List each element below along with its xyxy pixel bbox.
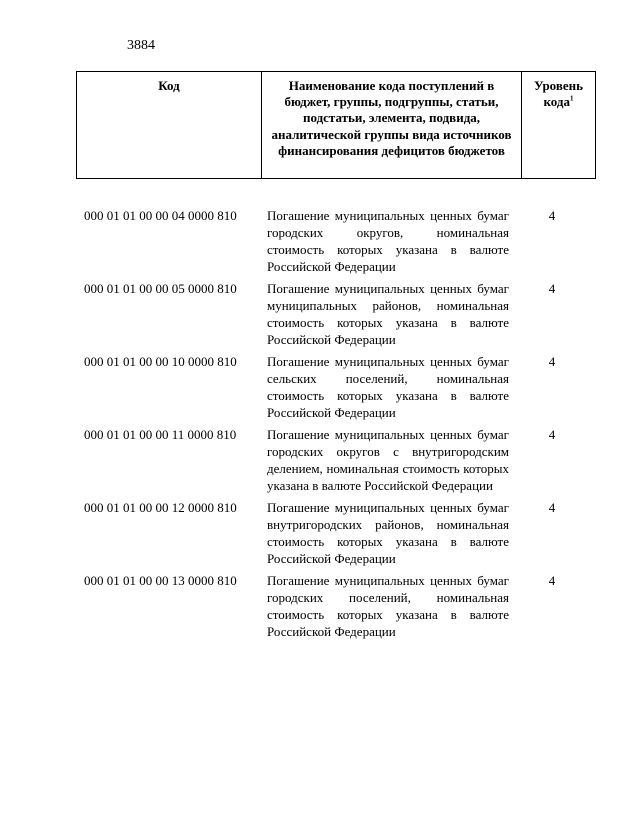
header-name: Наименование кода поступлений в бюджет, группы, подгруппы, статьи, подстатьи, элемента, подвида, аналитической группы вида источников финансирования дефицитов бюджетов xyxy=(262,72,522,179)
row-code: 000 01 01 00 00 04 0000 810 xyxy=(84,208,237,223)
row-level: 4 xyxy=(548,281,556,296)
header-level-label: Уровень кода xyxy=(533,78,584,110)
table-row xyxy=(76,499,595,567)
table-row xyxy=(76,280,595,348)
page-number: 3884 xyxy=(127,38,155,53)
row-level: 4 xyxy=(548,500,556,515)
table-row xyxy=(76,572,595,640)
row-code: 000 01 01 00 00 13 0000 810 xyxy=(84,573,237,588)
header-row xyxy=(77,72,596,179)
row-level: 4 xyxy=(548,208,556,223)
row-code: 000 01 01 00 00 10 0000 810 xyxy=(84,354,237,369)
row-level: 4 xyxy=(548,427,556,442)
table-body xyxy=(76,207,595,645)
row-level: 4 xyxy=(548,354,556,369)
row-name: Погашение муниципальных ценных бумаг городских округов с внутригородским делением, номинальная стоимость которых указана в валюте Российской Федерации xyxy=(267,427,509,493)
header-level xyxy=(522,72,596,179)
header-level-footnote: 1 xyxy=(570,94,574,103)
row-code: 000 01 01 00 00 12 0000 810 xyxy=(84,500,237,515)
row-name: Погашение муниципальных ценных бумаг городских округов, номинальная стоимость которых указана в валюте Российской Федерации xyxy=(267,208,509,274)
row-code: 000 01 01 00 00 05 0000 810 xyxy=(84,281,237,296)
row-name: Погашение муниципальных ценных бумаг сельских поселений, номинальная стоимость которых указана в валюте Российской Федерации xyxy=(267,354,509,420)
table-row xyxy=(76,353,595,421)
row-name: Погашение муниципальных ценных бумаг муниципальных районов, номинальная стоимость которых указана в валюте Российской Федерации xyxy=(267,281,509,347)
row-name: Погашение муниципальных ценных бумаг внутригородских районов, номинальная стоимость которых указана в валюте Российской Федерации xyxy=(267,500,509,566)
row-code: 000 01 01 00 00 11 0000 810 xyxy=(84,427,237,442)
header-code: Код xyxy=(77,72,262,179)
table-row xyxy=(76,207,595,275)
row-level: 4 xyxy=(548,573,556,588)
row-name: Погашение муниципальных ценных бумаг городских поселений, номинальная стоимость которых указана в валюте Российской Федерации xyxy=(267,573,509,639)
table-header xyxy=(76,71,596,179)
table-row xyxy=(76,426,595,494)
